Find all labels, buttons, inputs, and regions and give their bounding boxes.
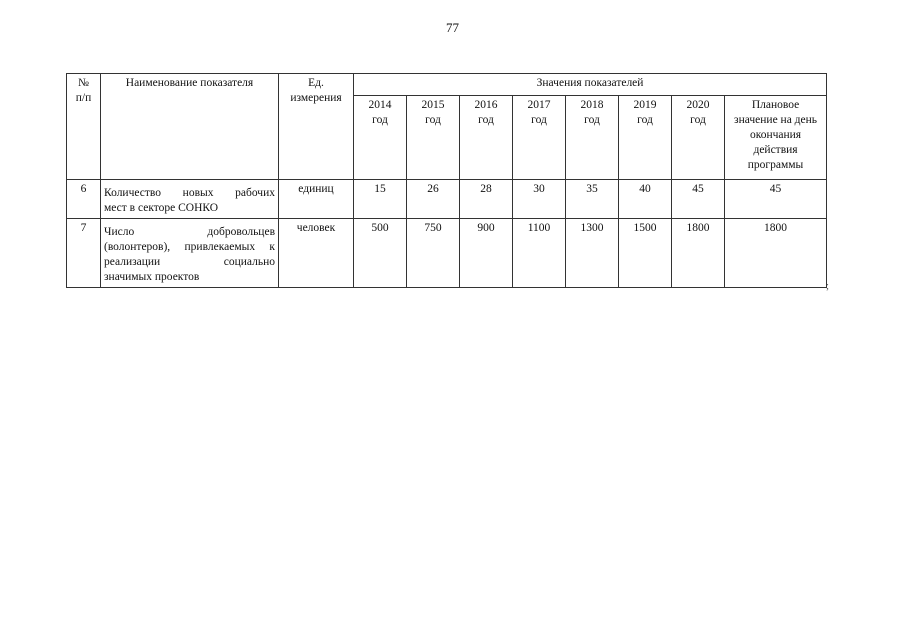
page-number: 77 — [446, 20, 459, 35]
year-label: 2019 — [633, 99, 657, 111]
row-value-2017: 30 — [513, 180, 566, 219]
row-name-line: (волонтеров), привлекаемых к — [104, 241, 275, 253]
planned-line-2: значение на день — [734, 114, 818, 126]
scan-mark: ; — [826, 280, 830, 292]
row-value-2015: 26 — [407, 180, 460, 219]
header-planned — [725, 96, 827, 180]
table-row — [67, 219, 827, 288]
row-name-line: значимых проектов — [104, 271, 200, 283]
header-year-2014 — [354, 96, 407, 180]
row-value-2019: 1500 — [619, 219, 672, 288]
planned-line-4: действия — [753, 144, 798, 156]
row-name-line: Количество новых рабочих — [104, 187, 275, 199]
planned-line-3: окончания — [749, 129, 802, 141]
planned-line-5: программы — [747, 159, 804, 171]
header-name: Наименование показателя — [101, 74, 279, 180]
header-num — [67, 74, 101, 180]
header-year-2018 — [566, 96, 619, 180]
row-value-2020: 1800 — [672, 219, 725, 288]
row-value-2020: 45 — [672, 180, 725, 219]
year-label: 2017 — [527, 99, 551, 111]
row-num: 7 — [67, 219, 101, 288]
header-year-2015 — [407, 96, 460, 180]
year-label: 2020 — [686, 99, 710, 111]
planned-line-1: Плановое — [751, 99, 800, 111]
row-value-2015: 750 — [407, 219, 460, 288]
indicators-table — [66, 73, 827, 288]
year-suffix: год — [372, 114, 388, 126]
row-name-line: мест в секторе СОНКО — [104, 202, 219, 214]
year-label: 2015 — [421, 99, 445, 111]
row-name-line: Число добровольцев — [104, 226, 275, 238]
header-year-2016 — [460, 96, 513, 180]
row-value-2018: 35 — [566, 180, 619, 219]
year-suffix: год — [425, 114, 441, 126]
row-name — [101, 180, 279, 219]
header-num-line-1: № — [78, 77, 89, 89]
row-value-2014: 500 — [354, 219, 407, 288]
year-label: 2018 — [580, 99, 604, 111]
header-unit-line-1: Ед. — [308, 77, 324, 89]
year-label: 2016 — [474, 99, 498, 111]
row-value-2019: 40 — [619, 180, 672, 219]
header-row-top — [67, 74, 827, 96]
row-value-2016: 28 — [460, 180, 513, 219]
row-value-2018: 1300 — [566, 219, 619, 288]
header-year-2019 — [619, 96, 672, 180]
row-unit: человек — [279, 219, 354, 288]
year-suffix: год — [690, 114, 706, 126]
table-row — [67, 180, 827, 219]
header-num-line-2: п/п — [75, 92, 92, 104]
row-planned: 1800 — [725, 219, 827, 288]
row-value-2017: 1100 — [513, 219, 566, 288]
header-values-group: Значения показателей — [354, 74, 827, 96]
row-name — [101, 219, 279, 288]
year-label: 2014 — [368, 99, 392, 111]
header-unit — [279, 74, 354, 180]
year-suffix: год — [478, 114, 494, 126]
header-year-2020 — [672, 96, 725, 180]
row-unit: единиц — [279, 180, 354, 219]
year-suffix: год — [637, 114, 653, 126]
year-suffix: год — [531, 114, 547, 126]
row-name-line: реализации социально — [104, 256, 275, 268]
row-num: 6 — [67, 180, 101, 219]
row-planned: 45 — [725, 180, 827, 219]
header-unit-line-2: измерения — [290, 92, 342, 104]
year-suffix: год — [584, 114, 600, 126]
row-value-2016: 900 — [460, 219, 513, 288]
header-year-2017 — [513, 96, 566, 180]
row-value-2014: 15 — [354, 180, 407, 219]
